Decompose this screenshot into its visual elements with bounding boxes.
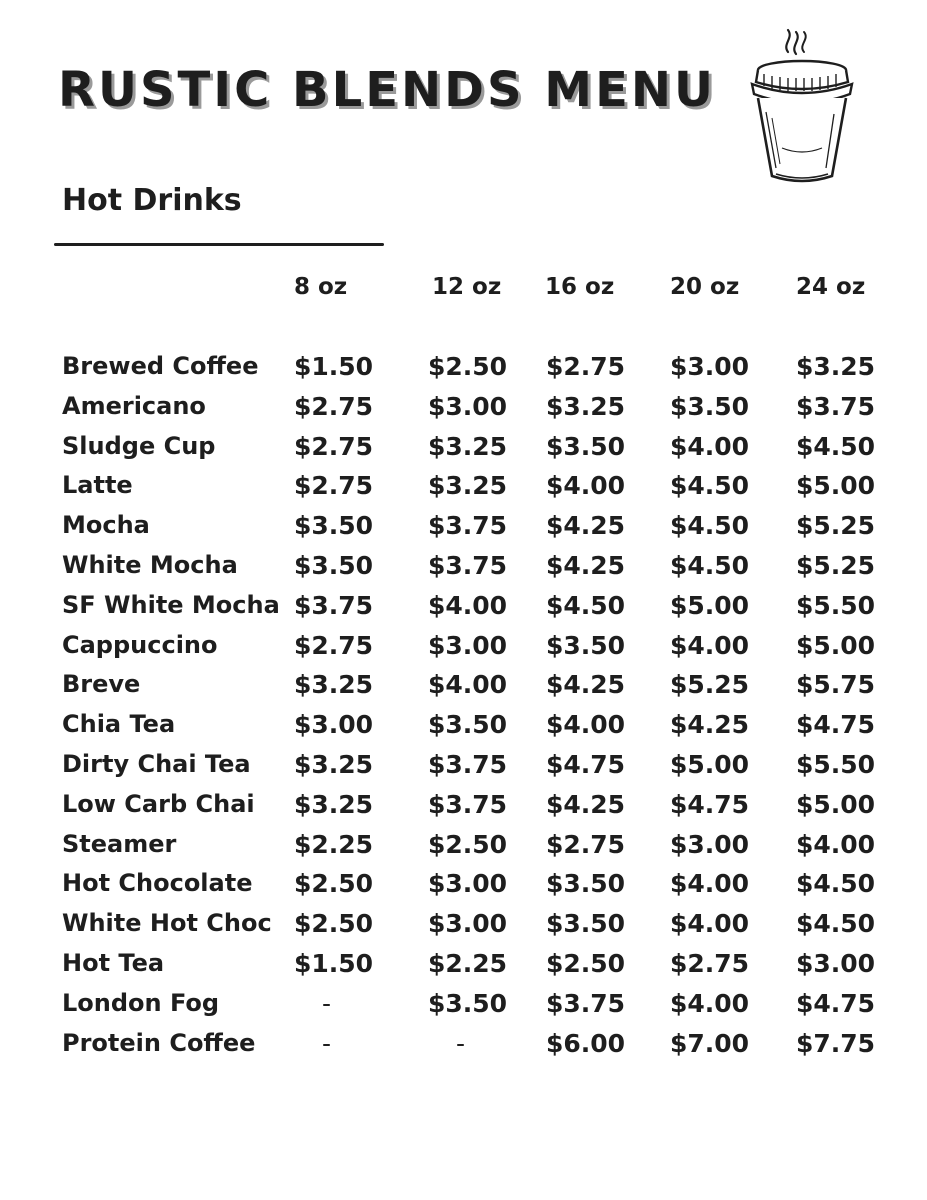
section-heading-hot-drinks: Hot Drinks xyxy=(62,183,242,218)
price-cell: $5.00 xyxy=(670,590,750,620)
item-name: Hot Chocolate xyxy=(62,869,253,898)
item-name: White Mocha xyxy=(62,551,238,579)
price-cell: $5.00 xyxy=(796,630,876,660)
price-cell: $4.00 xyxy=(670,988,750,1018)
price-cell: $3.25 xyxy=(294,789,374,819)
menu-row xyxy=(0,672,927,712)
price-cell: $3.50 xyxy=(428,710,508,740)
menu-row xyxy=(0,789,927,832)
price-cell: $3.25 xyxy=(294,750,374,779)
price-cell: $3.50 xyxy=(546,869,626,899)
price-cell: - xyxy=(322,1028,332,1058)
price-cell: $3.50 xyxy=(294,551,374,580)
price-cell: $1.50 xyxy=(294,352,374,381)
item-name: Chia Tea xyxy=(62,710,176,739)
item-name: Cappuccino xyxy=(62,630,218,659)
price-cell: $4.50 xyxy=(670,511,750,541)
price-cell: $3.00 xyxy=(428,391,508,421)
section-divider xyxy=(54,243,384,246)
price-cell: $4.25 xyxy=(546,511,626,541)
price-cell: $3.75 xyxy=(428,750,508,779)
menu-row xyxy=(0,354,927,394)
item-name: London Fog xyxy=(62,988,220,1017)
menu-row xyxy=(0,951,927,991)
price-cell: $5.25 xyxy=(670,670,750,700)
size-header-16oz: 16 oz xyxy=(545,274,615,300)
price-cell: $3.00 xyxy=(428,869,508,899)
price-cell: $4.50 xyxy=(796,431,876,461)
price-cell: $2.75 xyxy=(294,630,374,660)
price-cell: $3.75 xyxy=(294,590,374,620)
price-cell: $3.25 xyxy=(546,391,626,421)
menu-row xyxy=(0,630,927,673)
size-header-24oz: 24 oz xyxy=(796,274,866,300)
price-cell: $3.75 xyxy=(428,551,508,580)
price-cell: $3.75 xyxy=(546,988,626,1018)
price-cell: $5.00 xyxy=(796,789,876,819)
price-cell: $5.00 xyxy=(670,750,750,779)
price-cell: $4.00 xyxy=(670,431,750,461)
price-cell: $3.75 xyxy=(428,789,508,819)
price-cell: $2.50 xyxy=(294,869,374,899)
item-name: Brewed Coffee xyxy=(62,352,259,380)
price-cell: $5.50 xyxy=(796,750,876,779)
price-cell: $4.50 xyxy=(546,590,626,620)
price-cell: $3.50 xyxy=(546,909,626,939)
menu-row xyxy=(0,1028,927,1071)
item-name: Americano xyxy=(62,391,206,420)
price-cell: $5.25 xyxy=(796,551,876,580)
price-cell: $4.75 xyxy=(796,988,876,1018)
price-cell: $4.50 xyxy=(796,869,876,899)
price-cell: $7.00 xyxy=(670,1028,750,1058)
price-cell: $2.75 xyxy=(294,391,374,421)
price-cell: - xyxy=(456,1028,466,1058)
price-cell: $3.00 xyxy=(428,909,508,939)
price-cell: $3.00 xyxy=(670,352,750,381)
item-name: Latte xyxy=(62,471,133,500)
price-cell: $2.50 xyxy=(428,352,508,381)
price-cell: $3.25 xyxy=(428,471,508,501)
price-cell: $3.00 xyxy=(670,829,750,859)
menu-row xyxy=(0,712,927,752)
price-cell: $4.75 xyxy=(546,750,626,779)
price-cell: $4.50 xyxy=(670,551,750,580)
price-cell: $4.50 xyxy=(796,909,876,939)
price-cell: $4.25 xyxy=(546,789,626,819)
price-cell: $4.75 xyxy=(796,710,876,740)
price-cell: $2.50 xyxy=(546,949,626,978)
price-cell: $3.50 xyxy=(670,391,750,421)
price-cell: $4.00 xyxy=(428,670,508,700)
price-cell: $4.00 xyxy=(670,630,750,660)
item-name: Dirty Chai Tea xyxy=(62,750,251,778)
price-cell: $4.00 xyxy=(428,590,508,620)
price-cell: $4.00 xyxy=(670,869,750,899)
menu-row xyxy=(0,473,927,513)
price-cell: $2.25 xyxy=(294,829,374,859)
price-cell: $4.25 xyxy=(670,710,750,740)
price-cell: $4.00 xyxy=(546,471,626,501)
price-cell: $6.00 xyxy=(546,1028,626,1058)
menu-row xyxy=(0,553,927,593)
price-cell: $5.75 xyxy=(796,670,876,700)
price-cell: $3.00 xyxy=(428,630,508,660)
price-cell: $3.25 xyxy=(796,352,876,381)
price-cell: $4.00 xyxy=(796,829,876,859)
price-cell: $3.00 xyxy=(294,710,374,740)
price-cell: $3.25 xyxy=(294,670,374,700)
price-cell: $4.75 xyxy=(670,789,750,819)
item-name: Low Carb Chai xyxy=(62,789,255,818)
price-cell: $2.75 xyxy=(294,431,374,461)
price-cell: $3.75 xyxy=(796,391,876,421)
price-cell: $3.25 xyxy=(428,431,508,461)
size-header-12oz: 12 oz xyxy=(432,274,502,300)
menu-row xyxy=(0,871,927,911)
menu-row xyxy=(0,431,927,474)
price-cell: $2.50 xyxy=(428,829,508,859)
price-cell: $3.50 xyxy=(428,988,508,1018)
size-header-8oz: 8 oz xyxy=(294,274,348,300)
price-cell: $4.25 xyxy=(546,551,626,580)
item-name: Steamer xyxy=(62,829,177,858)
item-name: Protein Coffee xyxy=(62,1028,256,1057)
price-cell: $4.00 xyxy=(670,909,750,939)
price-cell: $2.50 xyxy=(294,909,374,939)
price-cell: $1.50 xyxy=(294,949,374,978)
menu-row xyxy=(0,513,927,553)
price-cell: $5.50 xyxy=(796,590,876,620)
price-cell: $2.75 xyxy=(670,949,750,978)
menu-row xyxy=(0,988,927,1031)
item-name: SF White Mocha xyxy=(62,590,280,619)
price-cell: $2.25 xyxy=(428,949,508,978)
size-header-20oz: 20 oz xyxy=(670,274,740,300)
menu-row xyxy=(0,752,927,792)
price-cell: $4.00 xyxy=(546,710,626,740)
price-cell: $3.50 xyxy=(294,511,374,541)
menu-row xyxy=(0,911,927,951)
coffee-cup-icon xyxy=(742,28,860,188)
menu-row xyxy=(0,829,927,872)
menu-title: RUSTIC BLENDS MENU xyxy=(58,62,717,118)
price-cell: $5.00 xyxy=(796,471,876,501)
item-name: Sludge Cup xyxy=(62,431,216,460)
price-cell: $4.50 xyxy=(670,471,750,501)
item-name: White Hot Choc xyxy=(62,909,272,938)
item-name: Breve xyxy=(62,670,141,699)
price-cell: $3.50 xyxy=(546,630,626,660)
price-cell: $3.75 xyxy=(428,511,508,541)
price-cell: $2.75 xyxy=(546,352,626,381)
price-cell: - xyxy=(322,988,332,1018)
price-cell: $4.25 xyxy=(546,670,626,700)
price-cell: $2.75 xyxy=(546,829,626,859)
menu-row xyxy=(0,590,927,633)
price-cell: $5.25 xyxy=(796,511,876,541)
price-cell: $2.75 xyxy=(294,471,374,501)
price-cell: $3.00 xyxy=(796,949,876,978)
menu-row xyxy=(0,391,927,434)
item-name: Mocha xyxy=(62,511,150,540)
price-cell: $3.50 xyxy=(546,431,626,461)
price-cell: $7.75 xyxy=(796,1028,876,1058)
item-name: Hot Tea xyxy=(62,949,165,977)
